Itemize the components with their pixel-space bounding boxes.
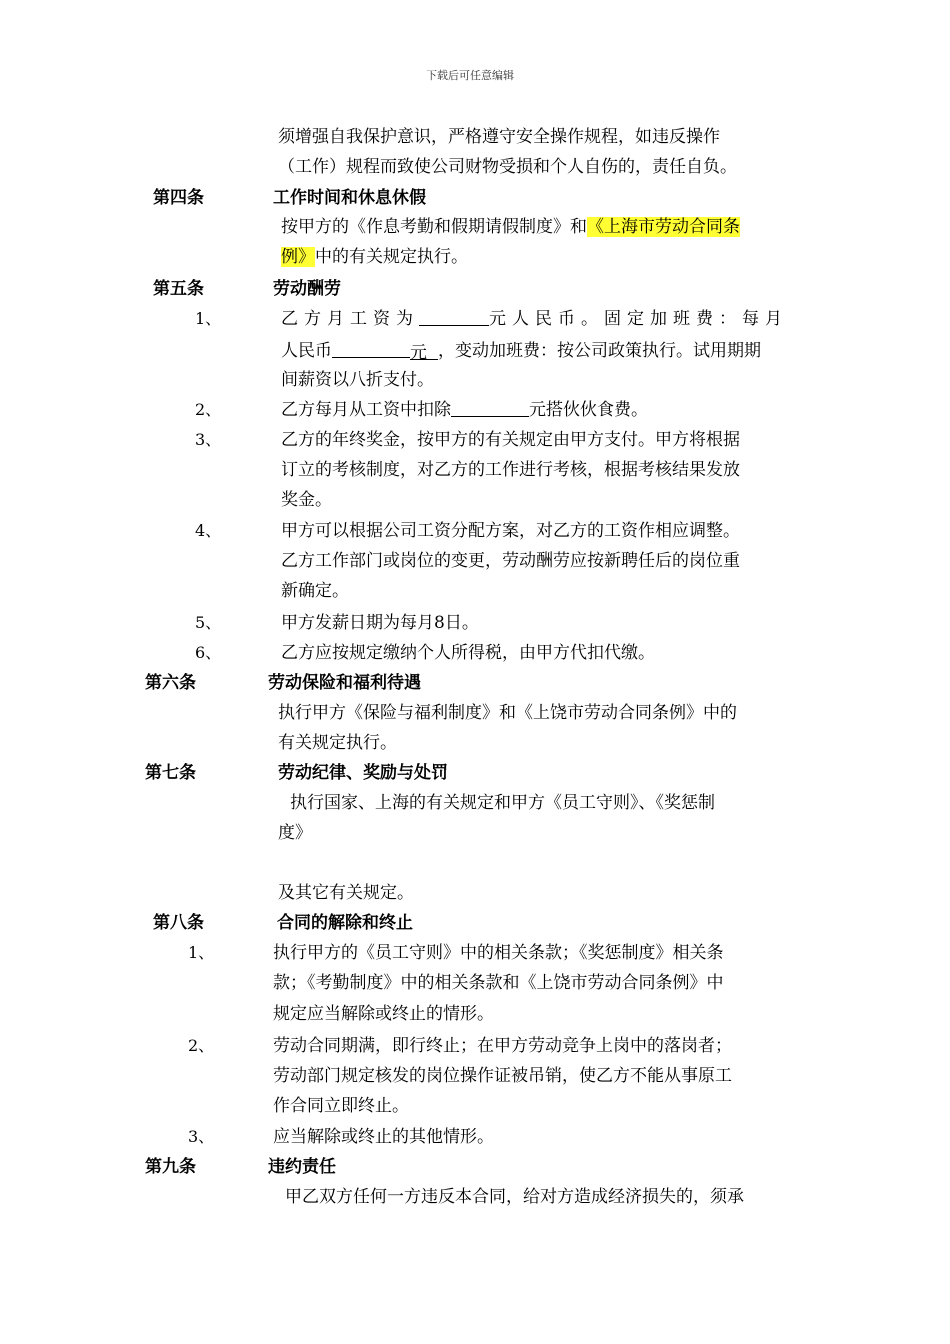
adjust-line-2: 乙方工作部门或岗位的变更，劳动酬劳应按新聘任后的岗位重 (281, 551, 740, 571)
article-8-number: 第八条 (153, 913, 204, 933)
adjust-line-1: 甲方可以根据公司工资分配方案，对乙方的工资作相应调整。 (281, 521, 740, 541)
article-9-number: 第九条 (145, 1157, 196, 1177)
item-number: 1、 (188, 943, 215, 962)
article-4-text: 中的有关规定执行。 (315, 247, 468, 267)
termination-3-line-1: 应当解除或终止的其他情形。 (273, 1127, 494, 1147)
salary-text: ，变动加班费：按公司政策执行。试用期期 (438, 341, 761, 361)
intro-line-1: 须增强自我保护意识，严格遵守安全操作规程，如违反操作 (278, 127, 720, 147)
termination-2-line-2: 劳动部门规定核发的岗位操作证被吊销，使乙方不能从事原工 (273, 1066, 732, 1086)
article-6-line-2: 有关规定执行。 (278, 733, 397, 753)
salary-text: 元人民币。固定加班费：每月 (489, 309, 788, 329)
item-number: 5、 (195, 613, 222, 632)
salary-line-1 (281, 309, 788, 329)
item-number: 1、 (195, 309, 222, 328)
meal-fee-text: 元搭伙伙食费。 (529, 400, 648, 420)
termination-1-line-1: 执行甲方的《员工守则》中的相关条款；《奖惩制度》相关条 (273, 943, 724, 963)
article-7-line-3: 及其它有关规定。 (278, 883, 414, 903)
salary-text: 乙方月工资为 (281, 309, 419, 329)
fixed-overtime-blank[interactable] (332, 341, 410, 358)
article-6-line-1: 执行甲方《保险与福利制度》和《上饶市劳动合同条例》中的 (278, 703, 737, 723)
article-9-title: 违约责任 (268, 1157, 336, 1177)
article-6-number: 第六条 (145, 673, 196, 693)
termination-1-line-3: 规定应当解除或终止的情形。 (273, 1004, 494, 1024)
article-7-line-1: 执行国家、上海的有关规定和甲方《员工守则》、《奖惩制 (290, 793, 715, 813)
article-4-text: 按甲方的《作息考勤和假期请假制度》和 (281, 217, 587, 237)
meal-fee-line (281, 400, 648, 420)
page-header: 下载后可任意编辑 (426, 69, 514, 82)
article-4-line-2 (281, 247, 468, 267)
intro-line-2: （工作）规程而致使公司财物受损和个人自伤的，责任自负。 (278, 157, 737, 177)
article-4-title: 工作时间和休息休假 (273, 188, 426, 208)
item-number: 3、 (195, 430, 222, 449)
payday-line: 甲方发薪日期为每月8日。 (281, 613, 479, 633)
salary-line-3: 间薪资以八折支付。 (281, 370, 434, 390)
item-number: 3、 (188, 1127, 215, 1146)
salary-blank[interactable] (419, 309, 489, 326)
salary-unit: 元 (410, 343, 438, 360)
meal-fee-text: 乙方每月从工资中扣除 (281, 400, 451, 420)
article-4-number: 第四条 (153, 188, 204, 208)
highlighted-text: 《上海市劳动合同条 (587, 217, 740, 237)
salary-text: 人民币 (281, 341, 332, 361)
meal-fee-blank[interactable] (451, 400, 529, 417)
adjust-line-3: 新确定。 (281, 581, 349, 601)
article-7-line-2: 度》 (278, 823, 312, 843)
article-4-line-1 (281, 217, 740, 237)
item-number: 4、 (195, 521, 222, 540)
article-7-number: 第七条 (145, 763, 196, 783)
article-8-title: 合同的解除和终止 (277, 913, 413, 933)
termination-2-line-1: 劳动合同期满，即行终止；在甲方劳动竞争上岗中的落岗者； (273, 1036, 732, 1056)
tax-line: 乙方应按规定缴纳个人所得税，由甲方代扣代缴。 (281, 643, 655, 663)
article-6-title: 劳动保险和福利待遇 (268, 673, 421, 693)
salary-line-2 (281, 341, 761, 361)
item-number: 2、 (195, 400, 222, 419)
article-5-number: 第五条 (153, 279, 204, 299)
bonus-line-3: 奖金。 (281, 490, 332, 510)
article-9-line-1: 甲乙双方任何一方违反本合同，给对方造成经济损失的，须承 (285, 1187, 744, 1207)
article-7-title: 劳动纪律、奖励与处罚 (278, 763, 448, 783)
bonus-line-2: 订立的考核制度，对乙方的工作进行考核，根据考核结果发放 (281, 460, 740, 480)
article-5-title: 劳动酬劳 (273, 279, 341, 299)
item-number: 2、 (188, 1036, 215, 1055)
termination-2-line-3: 作合同立即终止。 (273, 1096, 409, 1116)
bonus-line-1: 乙方的年终奖金，按甲方的有关规定由甲方支付。甲方将根据 (281, 430, 740, 450)
termination-1-line-2: 款；《考勤制度》中的相关条款和《上饶市劳动合同条例》中 (273, 973, 724, 993)
item-number: 6、 (195, 643, 222, 662)
highlighted-text: 例》 (281, 247, 315, 267)
